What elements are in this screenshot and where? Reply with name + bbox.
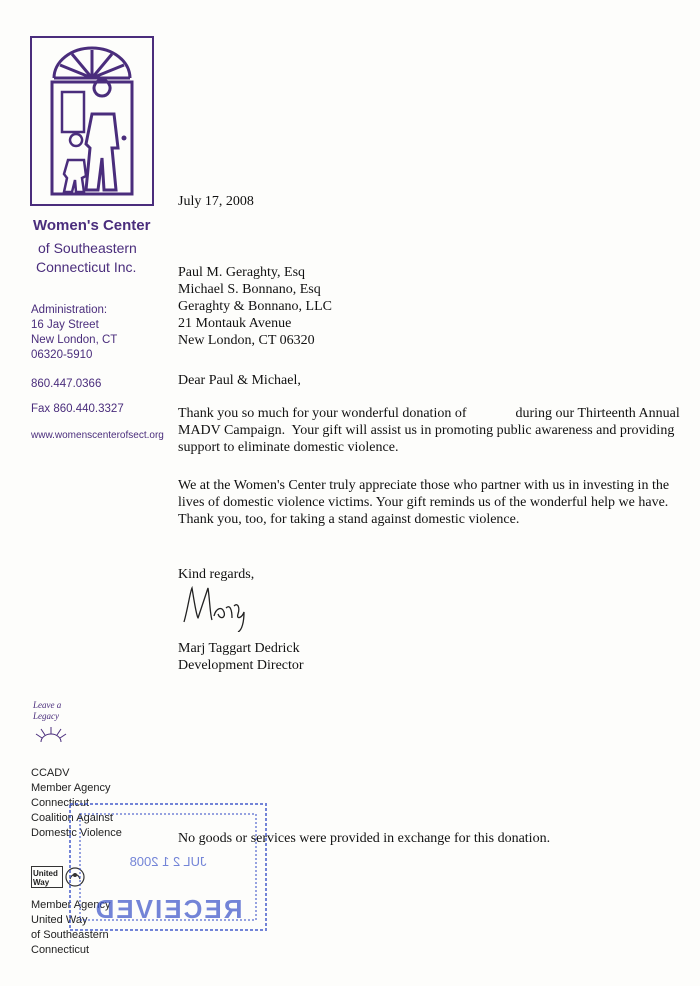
address-line: 06320-5910 — [31, 349, 93, 361]
org-sub-line: of Southeastern — [38, 240, 137, 256]
paragraph-appreciation: We at the Women's Center truly appreciate those who partner with us in investing in the lives of domestic violence victims. Your gift reminds us of the wonderful help we have. Thank you, too, for taking a stand against domestic violence. — [178, 478, 670, 527]
signer-title: Development Director — [178, 658, 304, 673]
stamp-label: RECEIVED — [93, 894, 243, 924]
legacy-line: Legacy — [33, 711, 59, 721]
door-family-logo-icon — [32, 38, 152, 204]
org-logo — [30, 36, 154, 206]
recipient-address — [178, 264, 332, 349]
recipient-line: Michael S. Bonnano, Esq — [178, 282, 321, 297]
paragraph-thanks: Thank you so much for your wonderful donation of during our Thirteenth Annual MADV Campaign. Your gift will assist us in promoting public awareness and providing support to eliminate domestic violence. — [178, 406, 684, 455]
salutation: Dear Paul & Michael, — [178, 373, 301, 388]
member-agency-label: Member Agency — [31, 782, 111, 794]
org-sub-line: Connecticut Inc. — [36, 259, 137, 275]
signature-image — [180, 578, 260, 632]
letter-date: July 17, 2008 — [178, 194, 254, 209]
admin-label: Administration: — [31, 304, 108, 316]
coalition-line: Domestic Violence — [31, 827, 122, 839]
united-way-text: Way — [33, 878, 50, 887]
tax-note: No goods or services were provided in exchange for this donation. — [178, 831, 551, 846]
stamp-date: JUL 2 1 2008 — [129, 854, 207, 869]
signature-block — [178, 640, 304, 674]
recipient-line: New London, CT 06320 — [178, 333, 315, 348]
coalition-line: Connecticut — [31, 797, 90, 809]
coalition-line: Coalition Against — [31, 812, 113, 824]
org-name: Women's Center — [33, 217, 151, 234]
legacy-sun-icon — [33, 724, 69, 750]
united-way-text: United — [33, 869, 58, 878]
recipient-line: Paul M. Geraghty, Esq — [178, 265, 306, 280]
website-link: www.womenscenterofsect.org — [31, 430, 164, 441]
received-stamp — [68, 800, 268, 934]
uw-org-line: of Southeastern — [31, 929, 109, 941]
admin-address — [31, 303, 117, 363]
recipient-line: Geraghty & Bonnano, LLC — [178, 299, 332, 314]
fax-number: Fax 860.440.3327 — [31, 403, 124, 415]
address-line: 16 Jay Street — [31, 319, 99, 331]
org-subtitle — [37, 239, 137, 277]
ccadv-label: CCADV — [31, 767, 70, 779]
closing: Kind regards, — [178, 567, 255, 582]
legacy-line: Leave a — [33, 700, 62, 710]
leave-a-legacy — [33, 700, 61, 722]
uw-org-line: United Way — [31, 914, 88, 926]
address-line: New London, CT — [31, 334, 118, 346]
phone-number: 860.447.0366 — [31, 378, 102, 390]
recipient-line: 21 Montauk Avenue — [178, 316, 292, 331]
signer-name: Marj Taggart Dedrick — [178, 641, 300, 656]
uw-org-line: Connecticut — [31, 944, 90, 956]
uw-member-label: Member Agency — [31, 899, 111, 911]
